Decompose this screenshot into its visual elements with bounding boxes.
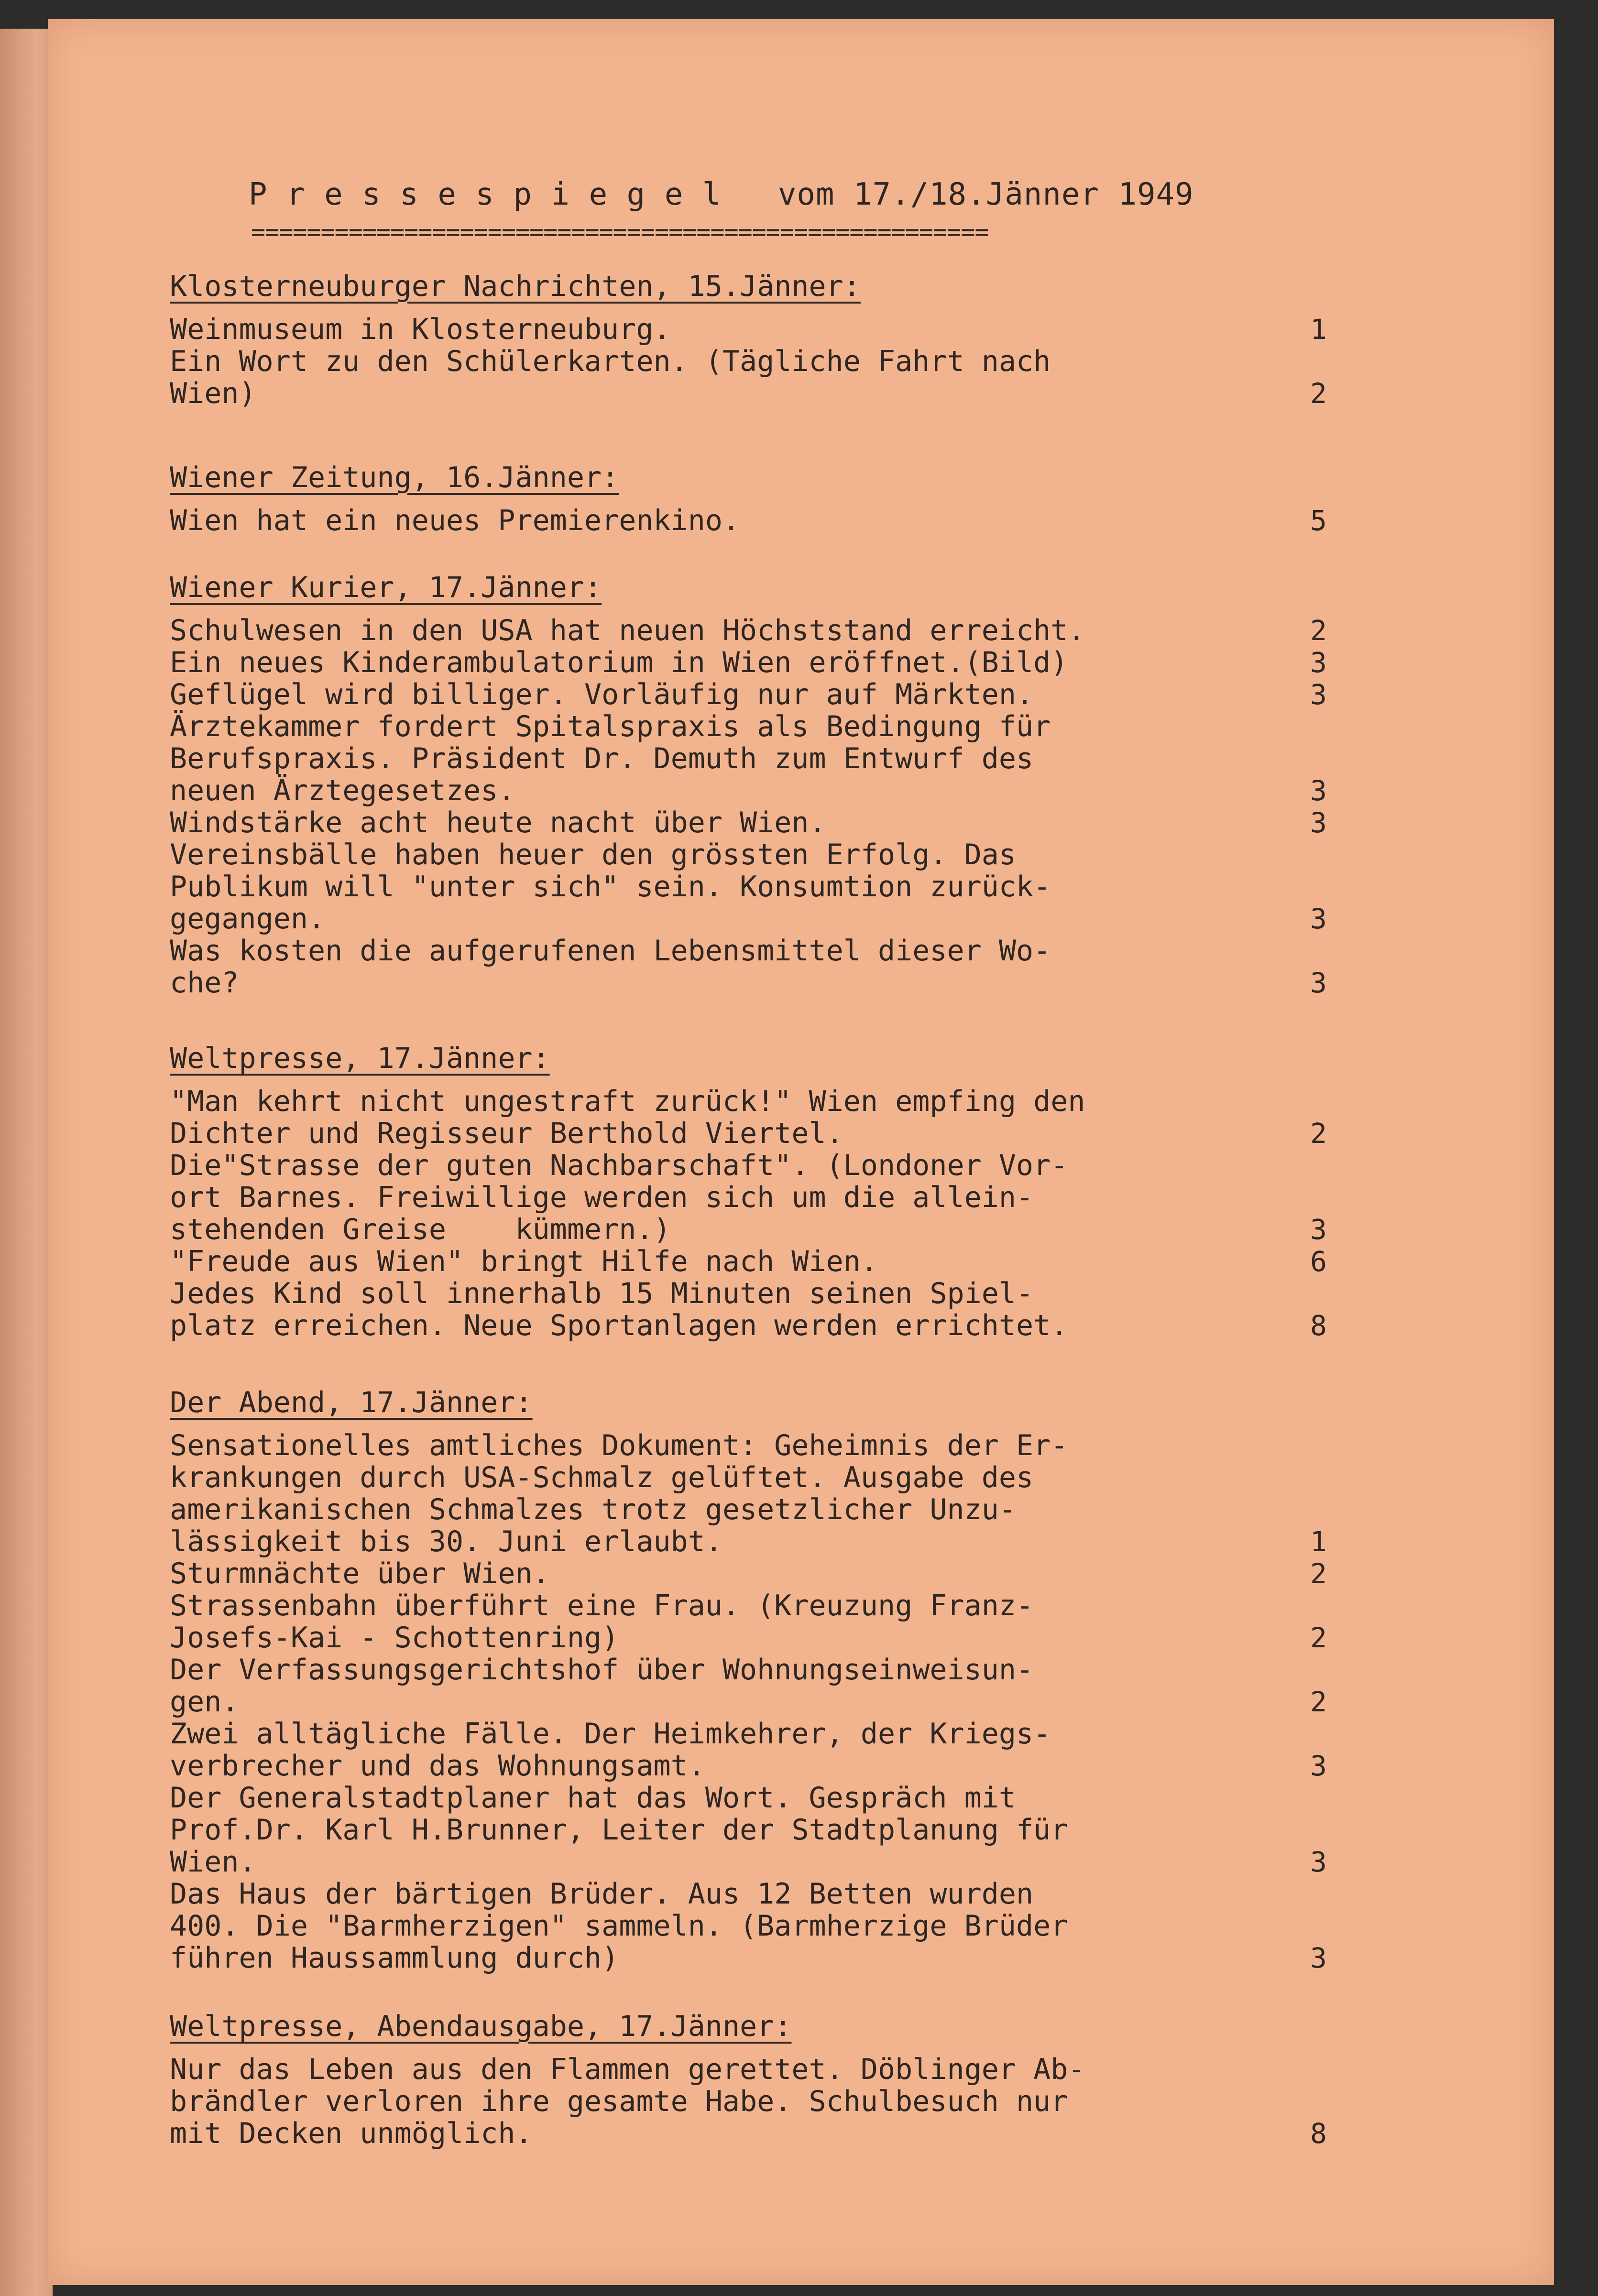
article-item (170, 2054, 1461, 2150)
page-number: 3 (1310, 806, 1327, 839)
article-line: mit Decken unmöglich. (170, 2117, 533, 2150)
article-line: Ärztekammer fordert Spitalspraxis als Bedingung für (170, 710, 1051, 743)
page-number: 8 (1310, 2117, 1327, 2150)
page-number: 2 (1310, 1686, 1327, 1718)
press-section (170, 1040, 1461, 1342)
section-heading: Der Abend, 17.Jänner: (170, 1386, 533, 1419)
article-line: Vereinsbälle haben heuer den grössten Erfolg. Das (170, 838, 1017, 871)
section-heading: Wiener Kurier, 17.Jänner: (170, 571, 602, 604)
article-line: Der Generalstadtplaner hat das Wort. Gespräch mit (170, 1781, 1017, 1815)
page-number: 2 (1310, 377, 1327, 410)
article-line: Sensationelles amtliches Dokument: Geheimnis der Er- (170, 1429, 1068, 1462)
article-line: Weinmuseum in Klosterneuburg. (170, 313, 671, 346)
page-number: 3 (1310, 1846, 1327, 1878)
title-underline: ===================================================== (251, 218, 989, 246)
article-line: Dichter und Regisseur Berthold Viertel. (170, 1117, 843, 1150)
article-line: Berufspraxis. Präsident Dr. Demuth zum Entwurf des (170, 742, 1034, 775)
press-section (170, 2008, 1461, 2150)
article-item (170, 1782, 1461, 1878)
article-line: neuen Ärztegesetzes. (170, 774, 515, 807)
article-line: "Man kehrt nicht ungestraft zurück!" Wien empfing den (170, 1085, 1085, 1118)
article-item (170, 505, 1461, 537)
article-line: stehenden Greise kümmern.) (170, 1213, 671, 1246)
page-number: 3 (1310, 646, 1327, 679)
article-item (170, 647, 1461, 679)
article-line: lässigkeit bis 30. Juni erlaubt. (170, 1525, 722, 1558)
article-line: Schulwesen in den USA hat neuen Höchststand erreicht. (170, 614, 1085, 647)
article-line: Josefs-Kai - Schottenring) (170, 1621, 619, 1654)
article-line: Jedes Kind soll innerhalb 15 Minuten seinen Spiel- (170, 1277, 1034, 1310)
article-item (170, 1590, 1461, 1654)
article-line: Die"Strasse der guten Nachbarschaft". (Londoner Vor- (170, 1149, 1068, 1182)
article-line: Windstärke acht heute nacht über Wien. (170, 806, 826, 839)
page-number: 8 (1310, 1309, 1327, 1342)
page-number: 2 (1310, 1557, 1327, 1590)
article-item (170, 1086, 1461, 1150)
press-section (170, 459, 1461, 537)
article-line: Prof.Dr. Karl H.Brunner, Leiter der Stadtplanung für (170, 1813, 1068, 1847)
article-line: amerikanischen Schmalzes trotz gesetzlicher Unzu- (170, 1493, 1017, 1526)
article-line: Das Haus der bärtigen Brüder. Aus 12 Betten wurden (170, 1877, 1034, 1911)
article-item (170, 615, 1461, 647)
press-section (170, 268, 1461, 410)
page-number: 6 (1310, 1245, 1327, 1278)
article-line: Was kosten die aufgerufenen Lebensmittel dieser Wo- (170, 934, 1051, 968)
article-line: Ein neues Kinderambulatorium in Wien eröffnet.(Bild) (170, 646, 1068, 679)
document-page (48, 19, 1554, 2285)
article-item (170, 711, 1461, 807)
article-line: "Freude aus Wien" bringt Hilfe nach Wien. (170, 1245, 878, 1278)
article-line: ort Barnes. Freiwillige werden sich um die allein- (170, 1181, 1034, 1214)
article-line: gen. (170, 1685, 239, 1719)
article-item (170, 314, 1461, 346)
title-date: vom 17./18.Jänner 1949 (777, 177, 1194, 212)
page-number: 3 (1310, 1750, 1327, 1782)
page-number: 3 (1310, 903, 1327, 935)
article-item (170, 679, 1461, 711)
press-section (170, 1384, 1461, 1974)
adjacent-page-edge (0, 29, 53, 2296)
article-item (170, 1654, 1461, 1718)
page-number: 2 (1310, 614, 1327, 647)
article-item (170, 1150, 1461, 1246)
article-line: 400. Die "Barmherzigen" sammeln. (Barmherzige Brüder (170, 1909, 1068, 1943)
article-line: Zwei alltägliche Fälle. Der Heimkehrer, der Kriegs- (170, 1717, 1051, 1751)
article-item (170, 839, 1461, 935)
article-line: che? (170, 966, 239, 1000)
article-line: platz erreichen. Neue Sportanlagen werden errichtet. (170, 1309, 1068, 1342)
press-section (170, 569, 1461, 999)
article-line: brändler verloren ihre gesamte Habe. Schulbesuch nur (170, 2085, 1068, 2118)
article-line: gegangen. (170, 902, 326, 936)
page-number: 3 (1310, 1942, 1327, 1974)
article-line: Strassenbahn überführt eine Frau. (Kreuzung Franz- (170, 1589, 1034, 1622)
page-title (249, 177, 1194, 212)
article-line: Wien) (170, 377, 256, 410)
page-number: 5 (1310, 504, 1327, 537)
section-heading: Klosterneuburger Nachrichten, 15.Jänner: (170, 270, 861, 303)
title-spaced: P r e s s e s p i e g e l (249, 177, 722, 212)
section-heading: Wiener Zeitung, 16.Jänner: (170, 461, 619, 494)
page-number: 3 (1310, 774, 1327, 807)
page-number: 3 (1310, 967, 1327, 999)
article-line: führen Haussammlung durch) (170, 1941, 619, 1975)
page-number: 2 (1310, 1117, 1327, 1150)
article-line: verbrecher und das Wohnungsamt. (170, 1749, 705, 1783)
page-number: 3 (1310, 1213, 1327, 1246)
article-item (170, 1558, 1461, 1590)
article-line: Der Verfassungsgerichtshof über Wohnungseinweisun- (170, 1653, 1034, 1687)
article-line: Ein Wort zu den Schülerkarten. (Tägliche Fahrt nach (170, 345, 1051, 378)
article-item (170, 1246, 1461, 1278)
article-line: Geflügel wird billiger. Vorläufig nur auf Märkten. (170, 678, 1034, 711)
article-line: Wien. (170, 1845, 256, 1879)
article-line: Sturmnächte über Wien. (170, 1557, 550, 1590)
article-line: Nur das Leben aus den Flammen gerettet. Döblinger Ab- (170, 2053, 1085, 2086)
article-line: krankungen durch USA-Schmalz gelüftet. Ausgabe des (170, 1461, 1034, 1494)
article-item (170, 807, 1461, 839)
article-item (170, 935, 1461, 999)
page-number: 1 (1310, 1525, 1327, 1558)
article-item (170, 1878, 1461, 1974)
page-number: 3 (1310, 678, 1327, 711)
section-heading: Weltpresse, 17.Jänner: (170, 1042, 550, 1075)
article-item (170, 346, 1461, 410)
article-line: Publikum will "unter sich" sein. Konsumtion zurück- (170, 870, 1051, 903)
article-item (170, 1718, 1461, 1782)
article-line: Wien hat ein neues Premierenkino. (170, 504, 740, 537)
article-item (170, 1430, 1461, 1558)
page-number: 2 (1310, 1621, 1327, 1654)
page-number: 1 (1310, 313, 1327, 346)
section-heading: Weltpresse, Abendausgabe, 17.Jänner: (170, 2010, 792, 2043)
article-item (170, 1278, 1461, 1342)
